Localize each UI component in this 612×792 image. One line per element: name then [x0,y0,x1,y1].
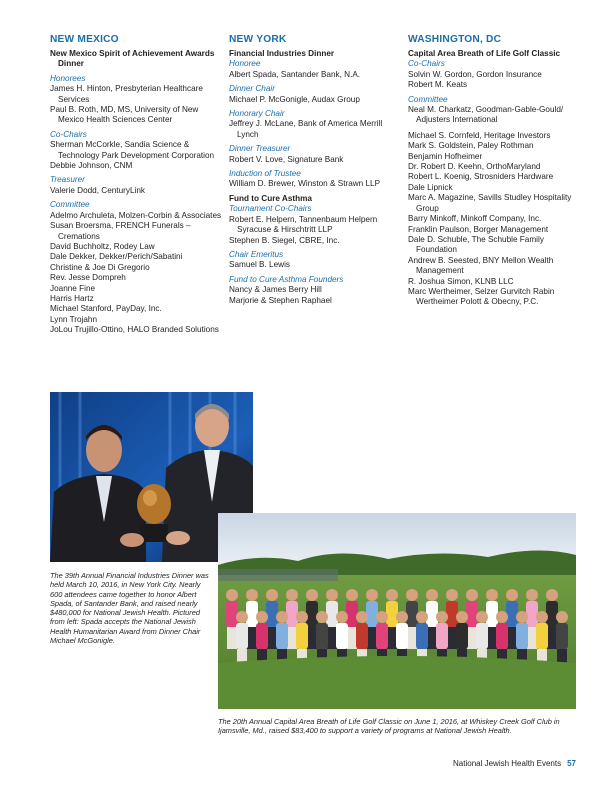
page-number: 57 [567,759,576,768]
list-item: R. Joshua Simon, KLNB LLC [408,276,514,286]
list-item: Harris Hartz [50,293,94,303]
list-item: Michael S. Cornfeld, Heritage Investors [408,130,551,140]
list-item: Paul B. Roth, MD, MS, University of New Mexico Health Sciences Center [50,105,199,125]
dc-cochairs-label: Co-Chairs [408,59,445,69]
list-item: Dale Dekker, Dekker/Perich/Sabatini [50,252,183,262]
nm-cochairs-label: Co-Chairs [50,129,87,139]
list-item: Jeffrey J. McLane, Bank of America Merrill Lynch [229,119,383,139]
list-item: Adelmo Archuleta, Molzen-Corbin & Associates [50,210,222,220]
list-item: Marc A. Magazine, Savills Studley Hospitality Group [408,193,572,213]
list-item: Dr. Robert D. Keehn, OrthoMaryland [408,162,541,172]
nm-treasurer-label: Treasurer [50,175,85,185]
dinner-photo-caption: The 39th Annual Financial Industries Dinner was held March 10, 2016, in New York City. Nearly 600 attendees came together to honor Albert Spada, of Santander Bank, and raised nearly $480,000 for National Jewish Health. Pictured from left: Spada accepts the National Jewish Health Humanitarian Award from Dinner Chair Michael McGonigle. [50,571,209,646]
list-item: Barry Minkoff, Minkoff Company, Inc. [408,214,542,224]
new-york-column [229,34,401,306]
list-item: Michael Stanford, PayDay, Inc. [50,304,162,314]
golf-photo-caption: The 20th Annual Capital Area Breath of Life Golf Classic on June 1, 2016, at Whiskey Creek Golf Club in Ijamsville, Md., raised $83,400 to support a variety of programs at National Jewish Health. [218,717,560,736]
ny-honoree-label: Honoree [229,59,261,69]
list-item: William D. Brewer, Winston & Strawn LLP [229,179,381,189]
new-mexico-column [50,34,222,336]
ny-tournament-label: Tournament Co-Chairs [229,204,312,214]
list-item: Samuel B. Lewis [229,260,290,270]
list-item: Andrew B. Seested, BNY Mellon Wealth Management [408,255,554,276]
list-item: Mark S. Goldstein, Paley Rothman [408,141,534,151]
new-york-heading: NEW YORK [229,34,287,45]
ny-honorary-chair-label: Honorary Chair [229,109,285,119]
list-item: Susan Broersma, FRENCH Funerals – Cremations [50,221,191,241]
page-footer [453,759,576,768]
list-item: Solvin W. Gordon, Gordon Insurance [408,69,542,79]
golf-group-photo [218,513,576,709]
washington-column [408,34,584,308]
dc-event-title: Capital Area Breath of Life Golf Classic [408,49,561,58]
list-item: Michael P. McGonigle, Audax Group [229,94,360,104]
list-item: Nancy & James Berry Hill [229,285,322,295]
washington-heading: WASHINGTON, DC [408,34,502,45]
list-item: Stephen B. Siegel, CBRE, Inc. [229,235,340,245]
ny-event-title: Financial Industries Dinner [229,49,335,58]
ny-emeritus-label: Chair Emeritus [229,249,284,259]
ny-dinner-chair-label: Dinner Chair [229,84,275,94]
list-item: Robert L. Koenig, Strosniders Hardware [408,172,554,182]
list-item: Marc Wertheimer, Selzer Gurvitch Rabin Wertheimer Polott & Obecny, P.C. [408,286,555,307]
ny-fund-title: Fund to Cure Asthma [229,193,312,203]
nm-committee-label: Committee [50,200,90,210]
list-item: James H. Hinton, Presbyterian Healthcare Services [50,84,203,104]
list-item: Valerie Dodd, CenturyLink [50,185,145,195]
list-item: Debbie Johnson, CNM [50,161,133,171]
list-item: JoLou Trujillo-Ottino, HALO Branded Solutions [50,325,219,335]
dc-committee-label: Committee [408,94,448,104]
list-item: David Buchholtz, Rodey Law [50,241,155,251]
list-item: Robert V. Love, Signature Bank [229,154,344,164]
nm-event-title: New Mexico Spirit of Achievement Awards Dinner [50,49,215,69]
list-item: Dale Lipnick [408,182,453,192]
list-item: Robert M. Keats [408,80,468,90]
list-item: Marjorie & Stephen Raphael [229,295,332,305]
list-item: Albert Spada, Santander Bank, N.A. [229,69,361,79]
list-item: Franklin Paulson, Borger Management [408,224,549,234]
list-item: Joanne Fine [50,283,96,293]
list-item: Rev. Jesse Dompreh [50,273,126,283]
list-item: Dale D. Schuble, The Schuble Family Foundation [408,234,544,255]
ny-founders-label: Fund to Cure Asthma Founders [229,274,344,284]
ny-dinner-treasurer-label: Dinner Treasurer [229,144,291,154]
footer-title: National Jewish Health Events [453,759,562,768]
list-item: Benjamin Hofheimer [408,151,483,161]
list-item: Robert E. Helpern, Tannenbaum Helpern Syracuse & Hirschtritt LLP [229,214,378,235]
list-item: Lynn Trojahn [50,314,98,324]
list-item: Neal M. Charkatz, Goodman-Gable-Gould/ Adjusters International [408,105,564,125]
ny-induction-label: Induction of Trustee [229,169,301,179]
list-item: Christine & Joe Di Gregorio [50,262,150,272]
list-item: Sherman McCorkle, Sandia Science & Technology Park Development Corporation [50,140,215,160]
nm-honorees-label: Honorees [50,73,86,83]
new-mexico-heading: NEW MEXICO [50,34,119,45]
